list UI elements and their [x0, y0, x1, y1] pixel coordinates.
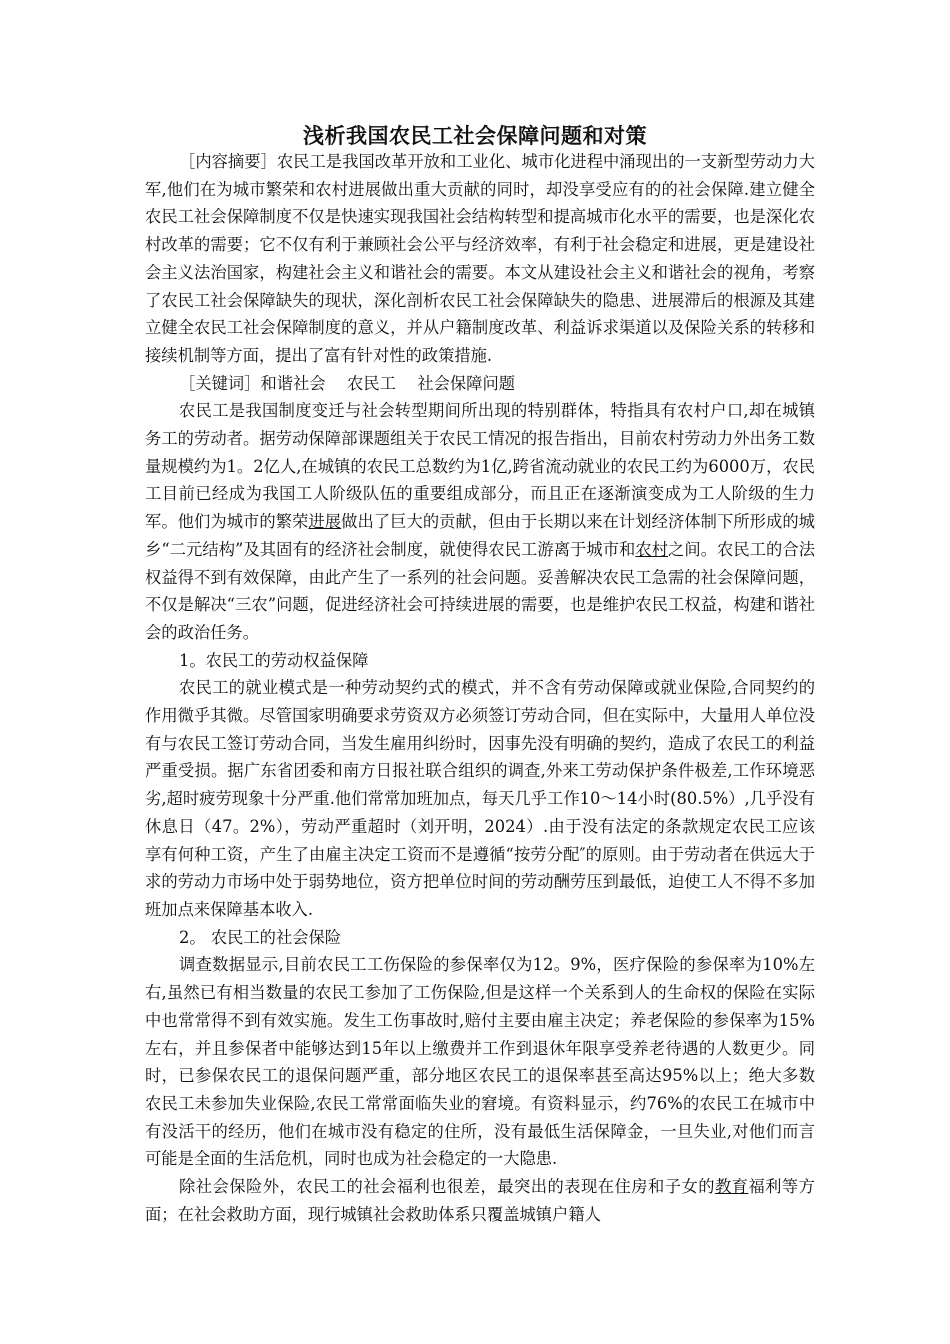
section1-paragraph: 农民工的就业模式是一种劳动契约式的模式，并不含有劳动保障或就业保险,合同契约的作用微乎其微。尽管国家明确要求劳资双方必须签订劳动合同，但在实际中，大量用人单位没有与农民工签订劳动合同，当发生雇用纠纷时，因事先没有明确的契约，造成了农民工的利益严重受损。据广东省团委和南方日报社联合组织的调查,外来工劳动保护条件极差,工作环境恶劣,超时疲劳现象十分严重.他们常常加班加点，每天几乎工作10～14小时(80.5%）,几乎没有休息日（47。2%），劳动严重超时（刘开明，2024）.由于没有法定的条款规定农民工应该享有何种工资，产生了由雇主决定工资而不是遵循“按劳分配″的原则。由于劳动者在供远大于求的劳动力市场中处于弱势地位，资方把单位时间的劳动酬劳压到最低，迫使工人不得不多加班加点来保障基本收入. [145, 678, 815, 919]
section2-paragraph: 调查数据显示,目前农民工工伤保险的参保率仅为12。9%，医疗保险的参保率为10%左右,虽然已有相当数量的农民工参加了工伤保险,但是这样一个关系到人的生命权的保险在实际中也常常得不到有效实施。发生工伤事故时,赔付主要由雇主决定；养老保险的参保率为15%左右，并且参保者中能够达到15年以上缴费并工作到退休年限享受养老待遇的人数更少。同时，已参保农民工的退保问题严重，部分地区农民工的退保率甚至高达95%以上；绝大多数农民工未参加失业保险,农民工常常面临失业的窘境。有资料显示，约76%的农民工在城市中有没活干的经历，他们在城市没有稳定的住所，没有最低生活保障金，一旦失业,对他们而言可能是全面的生活危机，同时也成为社会稳定的一大隐患. [145, 955, 815, 1169]
keywords-open-bracket: ［ [179, 373, 196, 393]
keywords-paragraph [145, 370, 815, 398]
intro-text-1: 农民工是我国制度变迁与社会转型期间所出现的特别群体，特指具有农村户口,却在城镇务工的劳动者。据劳动保障部课题组关于农民工情况的报告指出，目前农村劳动力外出务工数量规模约为1。2亿人,在城镇的农民工总数约为1亿,跨省流动就业的农民工约为6000万，农民工目前已经成为我国工人阶级队伍的重要组成部分，而且正在逐渐演变成为工人阶级的生力军。他们为城市的繁荣 [145, 401, 815, 532]
closing-text-2: 福利等方面；在社会救助方面，现行城镇社会救助体系只覆盖城镇户籍人 [145, 1177, 815, 1224]
closing-paragraph [145, 1173, 815, 1228]
intro-text-2: 做出了巨大的贡献，但由于长期以来在计划经济体制下所形成的城乡“二元结构”及其固有的经济社会制度，就使得农民工游离于城市和 [145, 512, 815, 559]
link-jinzhan[interactable]: 进展 [308, 512, 342, 532]
link-jiaoyu[interactable]: 教育 [714, 1177, 749, 1197]
intro-paragraph [145, 397, 815, 646]
document-body [145, 148, 815, 1228]
abstract-close-bracket: ］ [260, 152, 277, 171]
abstract-label: 内容摘要 [195, 152, 261, 171]
closing-text-1: 除社会保险外，农民工的社会福利也很差，最突出的表现在住房和子女的 [179, 1177, 715, 1197]
abstract-paragraph [145, 148, 815, 370]
link-nongcun[interactable]: 农村 [635, 539, 669, 559]
keywords-close-bracket: ］ [244, 373, 261, 393]
keywords-label: 关键词 [195, 373, 245, 393]
keywords-text: 和谐社会 农民工 社会保障问题 [260, 373, 516, 393]
section1-heading: 1。农民工的劳动权益保障 [179, 650, 369, 670]
abstract-open-bracket: ［ [179, 152, 196, 171]
abstract-text: 农民工是我国改革开放和工业化、城市化进程中涌现出的一支新型劳动力大军,他们在为城市繁荣和农村进展做出重大贡献的同时，却没享受应有的的社会保障.建立健全农民工社会保障制度不仅是快速实现我国社会结构转型和提高城市化水平的需要，也是深化农村改革的需要；它不仅有利于兼顾社会公平与经济效率，有利于社会稳定和进展，更是建设社会主义法治国家，构建社会主义和谐社会的需要。本文从建设社会主义和谐社会的视角，考察了农民工社会保障缺失的现状，深化剖析农民工社会保障缺失的隐患、进展滞后的根源及其建立健全农民工社会保障制度的意义，并从户籍制度改革、利益诉求渠道以及保险关系的转移和接续机制等方面，提出了富有针对性的政策措施. [145, 152, 815, 365]
section2-heading: 2。 农民工的社会保险 [179, 927, 342, 947]
document-title: 浅析我国农民工社会保障问题和对策 [303, 123, 647, 148]
intro-text-3: 之间。农民工的合法权益得不到有效保障，由此产生了一系列的社会问题。妥善解决农民工急需的社会保障问题，不仅是解决“三农”问题，促进经济社会可持续进展的需要，也是维护农民工权益，构建和谐社会的政治任务。 [145, 539, 815, 642]
